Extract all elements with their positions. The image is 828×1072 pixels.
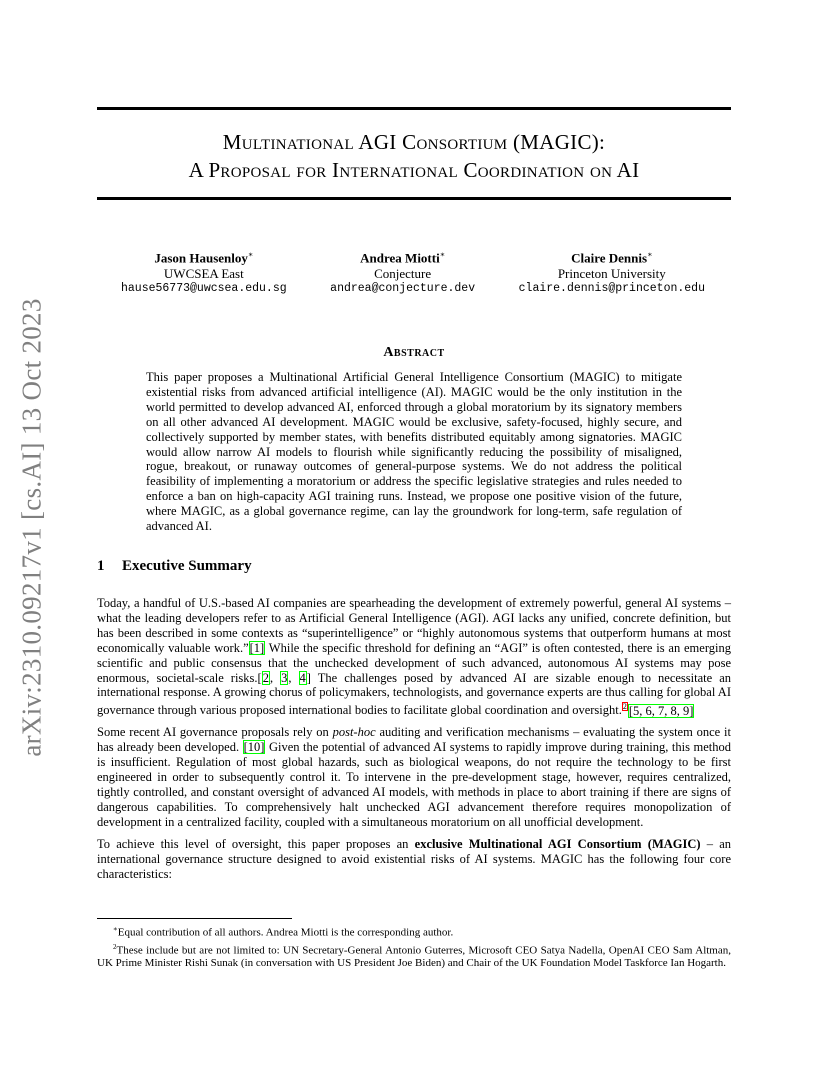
paragraph-text: While the specific threshold for defining an “AGI” is often contested, there is an emerging scientific and public consensus that the unchecked development of such advanced, autonomous AI systems may pose enormous, societal-scale risks. <box>97 640 731 685</box>
citation-link[interactable]: [5, 6, 7, 8, 9] <box>628 703 694 718</box>
author-affiliation: UWCSEA East <box>163 265 244 281</box>
paragraph-text: Some recent AI governance proposals rely on <box>97 725 333 740</box>
author-1 <box>121 247 287 297</box>
footnote-mark: ∗ <box>113 925 118 933</box>
paragraph-text: The challenges posed by advanced AI are sizable enough to necessitate an international response. A growing chorus of policymakers, technologists, and governance experts are thus calling for global AI governance through various proposed international bodies to facilitate global coordination and oversight. <box>97 670 732 718</box>
arxiv-id: arXiv:2310.09217v1 [cs.AI] 13 Oct 2023 <box>16 297 47 757</box>
author-block <box>97 247 731 297</box>
footnote-rule <box>97 918 292 919</box>
author-name: Andrea Miotti <box>360 250 440 266</box>
arxiv-sidebar-stamp <box>12 294 52 760</box>
footnote-link[interactable]: 2 <box>622 702 627 712</box>
title-line-1: Multinational AGI Consortium (MAGIC): <box>222 130 606 154</box>
citation-bracket: [ <box>257 670 262 685</box>
paragraph-2 <box>97 725 731 829</box>
author-email[interactable]: hause56773@uwcsea.edu.sg <box>121 282 287 296</box>
paper-title <box>97 128 731 184</box>
section-number: 1 <box>97 558 105 574</box>
footnote-text: These include but are not limited to: UN Secretary-General Antonio Guterres, Microsoft CEO Satya Nadella, OpenAI CEO Sam Altman, UK Prime Minister Rishi Sunak (in conversation with US President Joe Biden) and Chair of the UK Foundation Model Taskforce Ian Hogarth. <box>97 944 731 970</box>
author-affiliation: Princeton University <box>557 265 666 281</box>
abstract-text: This paper proposes a Multinational Artificial General Intelligence Consortium (MAGIC) to mitigate existential risks from advanced artificial intelligence (AI). MAGIC would be the only institution in the world permitted to develop advanced AI, enforced through a global moratorium by its signatory members on all other advanced AI development. MAGIC would be exclusive, safety-focused, highly secure, and collectively supported by member states, with benefits distributed equitably among signatories. MAGIC would allow narrow AI models to flourish while significantly reducing the possibility of misaligned, rogue, breakout, or runaway outcomes of general-purpose systems. We do not address the political feasibility of implementing a moratorium or address the specific legislative strategies and rules needed to enforce a ban on high-capacity AGI training runs. Instead, we propose one positive vision of the future, where MAGIC, as a global governance regime, can lay the groundwork for long-term, safe regulation of advanced AI. <box>146 370 682 534</box>
title-top-rule <box>97 107 731 110</box>
paragraph-text: auditing and verification mechanisms – evaluating the system once it has already been developed. <box>97 725 731 755</box>
paragraph-text: – an international governance structure designed to avoid existential risks of AI systems. MAGIC has the following four core characteristics: <box>97 836 731 881</box>
paragraph-text: Today, a handful of U.S.-based AI companies are spearheading the development of extremely powerful, general AI systems – what the leading developers refer to as Artificial General Intelligence (AGI). AGI lacks any unified, concrete definition, but has been described in some contexts as “superintelligence” or “highly autonomous systems that outperform humans at most economically valuable work.” <box>97 596 731 655</box>
section-heading <box>97 558 252 575</box>
title-line-2: A Proposal for International Coordination on AI <box>188 158 640 182</box>
author-name: Claire Dennis <box>571 250 648 266</box>
title-bottom-rule <box>97 197 731 200</box>
paragraph-1: Today, a handful of U.S.-based AI companies are spearheading the development of extremely powerful, general AI systems – what the leading developers refer to as Artificial General Intelligence (AGI). AGI lacks any unified, concrete definition, but has been described in some contexts as “superintelligence” or “highly autonomous systems that outperform humans at most economically valuable work.”[1] While the specific threshold for defining an “AGI” is often contested, there is an emerging scientific and public consensus that the unchecked development of such advanced, autonomous AI systems may pose enormous, societal-scale risks.[2, 3, 4] The challenges posed by advanced AI are sizable enough to necessitate an international response. A growing chorus of policymakers, technologists, and governance experts are thus calling for global AI governance through various proposed international bodies to facilitate global coordination and oversight.$^2$ [5, 6, 7, 8, 9] <box>97 596 732 718</box>
author-2 <box>330 247 475 297</box>
emphasis-text: post-hoc <box>332 725 376 740</box>
author-name: Jason Hausenloy <box>154 250 248 266</box>
abstract-heading: Abstract <box>383 345 445 360</box>
footnote-text: Equal contribution of all authors. Andrea Miotti is the corresponding author. <box>117 926 454 939</box>
bold-text: exclusive Multinational AGI Consortium (MAGIC) <box>414 836 701 851</box>
author-email[interactable]: andrea@conjecture.dev <box>330 282 476 296</box>
paragraph-text: To achieve this level of oversight, this paper proposes an <box>97 836 415 851</box>
equal-contribution-mark: ∗ <box>647 250 653 259</box>
citation-link[interactable]: [1] <box>249 640 265 655</box>
author-affiliation: Conjecture <box>374 265 432 281</box>
citation-bracket: ] <box>306 670 311 685</box>
footnote-2 <box>97 941 731 971</box>
footnote-1 <box>97 923 731 940</box>
paragraph-text: Given the potential of advanced AI systems to rapidly improve during training, this method is insufficient. Regulation of most global hazards, such as biological weapons, do not require the technology to be first engineered in order to subsequently control it. To intervene in the pre-development stage, however, requires centralized, tightly controlled, and constant oversight of advanced AI models, with methods in place to abort training if there are signs of dangerous capabilities. To comprehensively halt unchecked AGI advancement therefore requires monopolization of development in a centralized facility, coupled with a simultaneous moratorium on all unofficial development. <box>97 740 731 829</box>
footnotes <box>97 923 731 971</box>
paragraph-3 <box>97 837 731 882</box>
author-email[interactable]: claire.dennis@princeton.edu <box>518 282 705 296</box>
equal-contribution-mark: ∗ <box>247 250 254 259</box>
section-title: Executive Summary <box>122 558 252 574</box>
citation-link[interactable]: 3 <box>281 670 288 685</box>
footnote-mark: 2 <box>113 942 117 951</box>
citation-link[interactable]: 4 <box>299 670 306 685</box>
author-3 <box>519 247 705 297</box>
citation-link[interactable]: 2 <box>262 670 269 685</box>
body-text <box>97 596 731 888</box>
citation-link[interactable]: [10] <box>243 740 265 755</box>
equal-contribution-mark: ∗ <box>439 250 446 259</box>
